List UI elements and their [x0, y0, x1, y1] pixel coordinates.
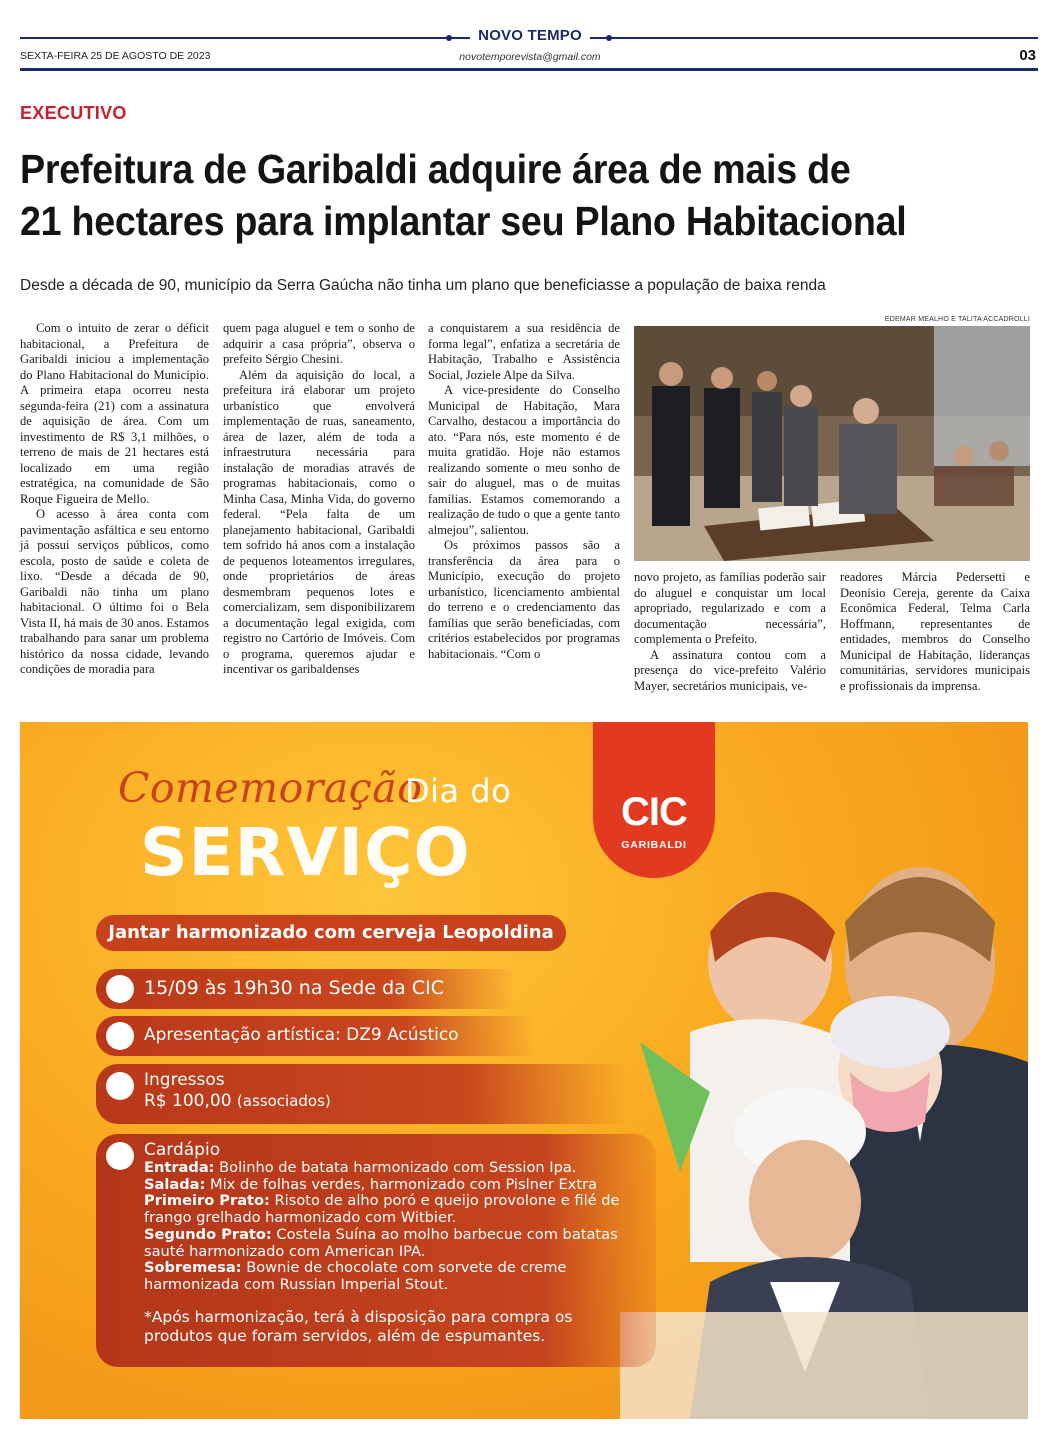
bullet-icon — [106, 1072, 134, 1100]
event-date-text: 15/09 às 19h30 na Sede da CIC — [144, 977, 444, 999]
ad-main-title: SERVIÇO — [140, 814, 471, 891]
tickets-price-line — [144, 1091, 331, 1112]
headline-line-2: 21 hectares para implantar seu Plano Habitacional — [20, 198, 907, 244]
menu-item: Bownie de chocolate com sorvete de creme harmonizada com Russian Imperial Stout. — [144, 1259, 567, 1293]
headline-line-1: Prefeitura de Garibaldi adquire área de mais de — [20, 146, 851, 192]
ad-script-title: Comemoração — [118, 764, 423, 812]
paragraph: quem paga aluguel e tem o sonho de adquirir a casa própria”, observa o prefeito Sérgio Chesini. — [223, 321, 415, 366]
show-row — [96, 1016, 536, 1056]
paragraph: Além da aquisição do local, a prefeitura irá elaborar um projeto urbanístico que envolverá implementação de ruas, saneamento, área de lazer, além de toda a infraestrutura necessária para instalação de moradias através de programas habitacionais, como o Minha Casa, Minha Vida, do governo federal. “Pela falta de um planejamento habitacional, Garibaldi tem sofrido há anos com a instalação de pequenos loteamentos irregulares, onde proprietários de áreas desmembram pequenos lotes e comercializam, sem disponibilizarem a documentação legal exigida, com registro no Cartório de Imóveis. Com o programa, queremos ajudar e incentivar os garibaldenses — [223, 367, 415, 676]
tickets-text — [144, 1070, 331, 1112]
paragraph: A vice-presidente do Conselho Municipal de Habitação, Mara Carvalho, destacou a importância do ato. “Para nós, este momento é de muita gratidão. Hoje não estamos realizando somente o meu sonho de sair do aluguel, mas o de muitas famílias. Estamos comemorando a realização de tudo o que a gente tanto almejou”, salientou. — [428, 383, 620, 537]
menu-label: Primeiro Prato: — [144, 1192, 270, 1210]
bullet-icon — [106, 1022, 134, 1050]
professionals-illustration — [620, 812, 1028, 1419]
menu-footnote: *Após harmonização, terá à disposição para compra os produtos que foram servidos, além de espumantes. — [144, 1307, 573, 1345]
menu-entrada — [144, 1160, 644, 1177]
tickets-row — [96, 1064, 626, 1124]
article-column-4 — [634, 570, 826, 694]
ad-dia-do: Dia do — [405, 772, 512, 810]
menu-title: Cardápio — [144, 1140, 221, 1160]
newspaper-name: NOVO TEMPO — [470, 27, 590, 44]
masthead-dot-right — [606, 35, 612, 41]
menu-item: Bolinho de batata harmonizado com Session Ipa. — [214, 1159, 577, 1176]
masthead-rule-bottom — [20, 68, 1038, 71]
menu-label: Sobremesa: — [144, 1259, 242, 1277]
bullet-icon — [106, 975, 134, 1003]
menu-item: Risoto de alho poró e queijo provolone e filé de frango grelhado harmonizado com Witbier. — [144, 1192, 620, 1227]
contact-email: novotemporevista@gmail.com — [459, 51, 601, 63]
event-date-row — [96, 969, 516, 1009]
paragraph: Com o intuito de zerar o déficit habitacional, a Prefeitura de Garibaldi iniciou a implementação do Plano Habitacional do Município. A primeira etapa ocorreu nesta segunda-feira (21) com a assinatura de aquisição de área. Com um investimento de R$ 3,1 milhões, o terreno de mais de 21 hectares está localizado em uma região estratégica, na comunidade de São Roque Figueira de Mello. — [20, 321, 209, 506]
menu-list — [144, 1140, 644, 1346]
article-column-1 — [20, 321, 209, 678]
paragraph: A assinatura contou com a presença do vice-prefeito Valério Mayer, secretários municipais, ve- — [634, 647, 826, 693]
menu-label: Segundo Prato: — [144, 1225, 272, 1243]
menu-item: Mix de folhas verdes, harmonizado com Pislner Extra — [205, 1175, 598, 1193]
masthead-dot-left — [446, 35, 452, 41]
menu-label: Entrada: — [144, 1159, 215, 1176]
tickets-price: R$ 100,00 — [144, 1091, 232, 1111]
article-column-5 — [840, 570, 1030, 694]
paragraph: readores Márcia Pedersetti e Deonísio Cereja, gerente da Caixa Econômica Federal, Telma Carla Hoffmann, representantes de entidades, membros do Conselho Municipal de Habitação, lideranças comunitárias, servidores municipais e profissionais da imprensa. — [840, 570, 1030, 693]
article-photo — [634, 326, 1030, 561]
paragraph: Os próximos passos são a transferência da área para o Município, execução do projeto urbanístico, licenciamento ambiental do terreno e o credenciamento das famílias que serão beneficiadas, com critérios estabelecidos por programas habitacionais. “Com o — [428, 538, 620, 661]
menu-label: Salada: — [144, 1175, 206, 1193]
paragraph: novo projeto, as famílias poderão sair do aluguel e conquistar um local apropriado, regularizado e com a documentação necessária”, complementa o Prefeito. — [634, 570, 826, 646]
menu-sobremesa — [144, 1260, 644, 1293]
issue-date: SEXTA-FEIRA 25 DE AGOSTO DE 2023 — [20, 50, 211, 62]
article-column-2 — [223, 321, 415, 678]
subheadline: Desde a década de 90, município da Serra Gaúcha não tinha um plano que beneficiasse a população de baixa renda — [20, 277, 826, 294]
tickets-note: (associados) — [236, 1092, 331, 1110]
page-number: 03 — [1019, 47, 1036, 64]
menu-primeiro — [144, 1193, 644, 1226]
section-label: EXECUTIVO — [20, 103, 127, 123]
signing-ceremony-photo — [634, 326, 1030, 561]
cic-logo-subtitle: GARIBALDI — [621, 839, 687, 851]
show-text: Apresentação artística: DZ9 Acústico — [144, 1025, 459, 1045]
tickets-label: Ingressos — [144, 1070, 225, 1090]
menu-item: Costela Suína ao molho barbecue com batatas sauté harmonizado com American IPA. — [144, 1225, 618, 1260]
bullet-icon — [106, 1142, 134, 1170]
menu-salada — [144, 1177, 644, 1194]
paragraph: O acesso à área conta com pavimentação asfáltica e seu entorno já possui serviços públicos, como escola, posto de saúde e coleta de lixo. “Desde a década de 90, Garibaldi não tinha um plano habitacional. O último foi o Bela Vista II, há mais de 30 anos. Estamos trabalhando para sanar um problema histórico da nossa cidade, levando condições de moradia para — [20, 507, 209, 676]
photo-credit: EDEMAR MEALHO E TALITA ACCADROLLI — [884, 316, 1030, 323]
cic-logo-badge — [593, 722, 715, 878]
article-column-3 — [428, 321, 620, 662]
cic-logo: CIC — [621, 790, 687, 834]
menu-box — [96, 1134, 656, 1367]
headline — [20, 143, 969, 247]
dinner-banner: Jantar harmonizado com cerveja Leopoldina — [96, 915, 566, 951]
menu-segundo — [144, 1227, 644, 1260]
paragraph: a conquistarem a sua residência de forma legal”, enfatiza a secretária de Habitação, Trabalho e Assistência Social, Joziele Alpe da Silva. — [428, 321, 620, 382]
cic-advertisement — [20, 722, 1028, 1419]
